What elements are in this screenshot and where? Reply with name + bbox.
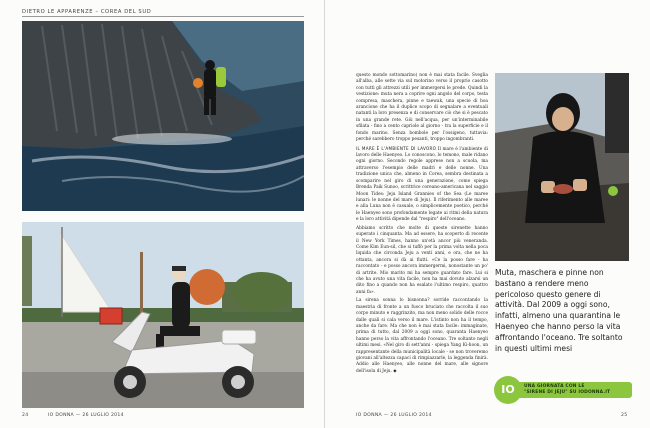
article-paragraph: Abbiamo scritto che molte di queste sirenette hanno superato i cinquanta. Ma ad essere, ha scoperto di recente il New York Times, hanno un'età ancor più veneranda. Come Kim Eun-sil, che si tuffò per la prima volta nella poca liquida che circonda Jeju a venti anni, e ora, che ne ha ottanta, ancora si dà ai flutti. «Ce la posso fare - ha raccontato - e posso ancora immergermi, nonostante un po' di artrite. Mio marito mi ha sempre guardato fare. Lui si che ha avuto una vita facile, non ha mai dovuto alzarsi un dito fino a quando non ha esalato l'ultimo respiro, quattro anni fa».: [356, 225, 488, 295]
photo-diver-on-scooter: [22, 222, 304, 408]
header-rule: [22, 16, 304, 17]
photo-diver-portrait: [495, 73, 629, 261]
photo-diver-on-rocks: [22, 21, 304, 211]
iodonna-logo-icon: IO: [494, 376, 522, 404]
article-column: [356, 73, 488, 377]
promo-text-line1: UNA GIORNATA CON LE: [524, 384, 585, 389]
promo-text-line2[interactable]: "SIRENE DI JEJU" SU IODONNA.IT: [524, 390, 611, 395]
running-head: DIETRO LE APPARENZE – COREA DEL SUD: [22, 9, 152, 15]
article-paragraph-text: Il mare è l'ambiente di lavoro delle Haenyeo. Lo conoscono, lo temono, male ridano ogni giorno. Secondo regole apprese non a scuola, ma attraverso l'esempio delle madri e delle nonne. Una tradizione unica che, almeno in Corea, sembra destinata a scomparire nel giro di una generazione, come spiega Brenda Paik Sunoo, scrittrice coreano-americana nel saggio Moon Tides: Jeju Island Grannies of the Sea (Le maree lunari: le nonne del mare di Jeju). Il riferimento alle maree e alla Luna non è casuale, o simplicemente poetico, perché le Haenyeo sono profondamente legate ai ritmi della natura e la loro attività dipende dal "respiro" dell'oceano.: [356, 146, 488, 223]
photo-coast-art: [22, 21, 304, 211]
article-paragraph: La sirena sonna lo bisnonna? sorride raccontando la maestria di fronte a un fuoco bruciato che raccolta il suo corpo minuto e raggrinzito, ma non meno solido delle rocce dalle quali si cala verso il mare. L'istinto non ha il tempo, anche da fare. Ma che non è mai stata facile: immaginate, prima di tutto, dal 2009 a oggi sono, quaranta Haenyeo hanno perso la vita affrontando l'oceano. Tre soltanto negli ultimi mesi. «Nel giro di sett'anni - spiega Yang Ki-hoon, un rappresentante della municipalità locale - se non troveremo giovani all'altezza capaci di rimpiazzarle, la leggenda finirà. Addio alle Haenyeo, alle nonne del mare, alle signore dell'isola di Jeju. ◆: [356, 298, 488, 374]
issue-line-left: IO DONNA — 26 LUGLIO 2014: [48, 413, 124, 418]
section-head: IL MARE È L'AMBIENTE DI LAVORO: [356, 145, 437, 151]
photo-diver-art: [495, 73, 629, 261]
article-paragraph: [356, 146, 488, 224]
photo-scooter-art: [22, 222, 304, 408]
photo-caption: Muta, maschera e pinne non bastano a rendere meno pericoloso questo genere di attività. Dal 2009 a oggi sono, infatti, almeno una quarantina le Haenyeo che hanno perso la vita affrontando l'oceano. Tre soltanto in questi ultimi mesi: [495, 268, 623, 353]
article-paragraph: questo mondo sottomarino) non è mai stata facile. Sveglia all'alba, alle sette via sul motorino verso il proprio casotto con tutti gli attrezzi utili per immergersi le prede. Quindi la vestizione: muta nera a coprire ogni angolo del corpo, testa compresa, maschera, pinne e taewak, una specie di boa arancione che ha il duplice scopo di segnalare a eventuali natanti la loro presenza e di conservare ciò che si è pescato in una grande rete. Giù nell'acqua, per un'interminabile sfilata - fino a cento capriole al giorno - tra la superficie e il fondo marino. Senza bombole per l'ossigeno, tuttavia: perché sarebbero troppo pesanti, troppo ingombranti.: [356, 73, 488, 143]
page-number-left: 24: [22, 413, 29, 418]
page-number-right: 25: [621, 413, 628, 418]
issue-line-right: IO DONNA — 26 LUGLIO 2014: [356, 413, 432, 418]
promo-box[interactable]: [494, 376, 632, 406]
